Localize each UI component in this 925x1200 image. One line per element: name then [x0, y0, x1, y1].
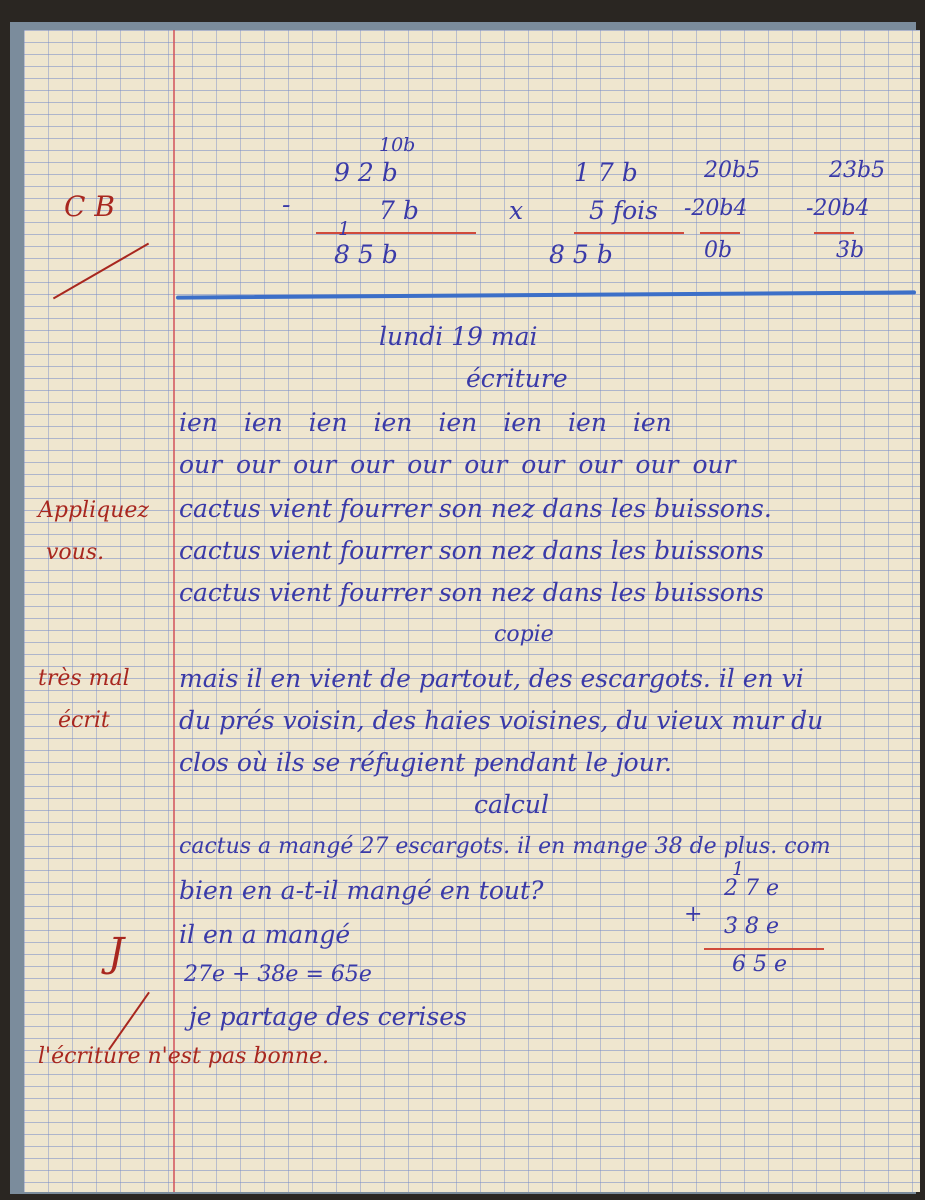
- calcul-line-2: bien en a-t-il mangé en tout?: [179, 876, 544, 905]
- sub-result: 8 5 b: [334, 240, 398, 269]
- div1-result: 0b: [704, 238, 733, 263]
- calcul-line-4: 27e + 38e = 65e: [184, 962, 372, 987]
- add-result: 6 5 e: [732, 952, 787, 977]
- sub-row2: 7 b: [379, 196, 419, 225]
- calcul-line-1: cactus a mangé 27 escargots. il en mange 38 de plus. com: [179, 834, 831, 859]
- ecriture-line-3: cactus vient fourrer son nez dans les buissons.: [179, 494, 772, 523]
- div2-row2: -20b4: [806, 196, 870, 221]
- comment-appliquez: Appliquez: [38, 498, 149, 523]
- comment-ecrit: écrit: [58, 708, 110, 733]
- heading-calcul: calcul: [474, 790, 549, 819]
- calcul-line-5: je partage des cerises: [189, 1002, 467, 1031]
- copie-line-1: mais il en vient de partout, des escargots. il en vi: [179, 664, 804, 693]
- div1-red-line: [700, 232, 740, 234]
- mul-red-line: [574, 232, 684, 234]
- add-plus: +: [684, 902, 703, 927]
- mul-row2: 5 fois: [589, 196, 658, 225]
- mul-result: 8 5 b: [549, 240, 613, 269]
- comment-vous: vous.: [46, 540, 105, 565]
- add-row2: 3 8 e: [724, 914, 779, 939]
- copie-line-2: du prés voisin, des haies voisines, du vieux mur du: [179, 706, 824, 735]
- date: lundi 19 mai: [379, 322, 538, 351]
- ecriture-line-4: cactus vient fourrer son nez dans les buissons: [179, 536, 764, 565]
- sub-minus: -: [282, 190, 291, 219]
- final-comment: l'écriture n'est pas bonne.: [38, 1044, 330, 1069]
- sub-carry: 10b: [379, 134, 416, 156]
- comment-tres-mal: très mal: [38, 666, 130, 691]
- div1-row1: 20b5: [704, 158, 761, 183]
- ecriture-line-1: ien ien ien ien ien ien ien ien: [179, 408, 672, 437]
- div1-row2: -20b4: [684, 196, 748, 221]
- heading-copie: copie: [494, 622, 554, 647]
- mul-row1: 1 7 b: [574, 158, 638, 187]
- ecriture-line-5: cactus vient fourrer son nez dans les buissons: [179, 578, 764, 607]
- heading-ecriture: écriture: [466, 364, 568, 393]
- add-red-line: [704, 948, 824, 950]
- separator-rule: [176, 290, 916, 299]
- div2-row1: 23b5: [829, 158, 886, 183]
- mul-times: x: [509, 196, 524, 225]
- notebook-page: [24, 30, 920, 1192]
- teacher-initials: C B: [64, 190, 115, 223]
- teacher-stroke: [53, 243, 149, 300]
- ecriture-line-2: our our our our our our our our our our: [179, 450, 736, 479]
- div2-red-line: [814, 232, 854, 234]
- calcul-line-3: il en a mangé: [179, 920, 351, 949]
- grade-mark: J: [108, 930, 125, 976]
- div2-result: 3b: [836, 238, 865, 263]
- add-carry: 1: [732, 858, 745, 880]
- copie-line-3: clos où ils se réfugient pendant le jour.: [179, 748, 672, 777]
- sub-row1: 9 2 b: [334, 158, 398, 187]
- add-row1: 2 7 e: [724, 876, 779, 901]
- sub-borrow: 1: [338, 218, 351, 240]
- margin-line: [173, 30, 175, 1192]
- grade-stroke: [108, 992, 150, 1050]
